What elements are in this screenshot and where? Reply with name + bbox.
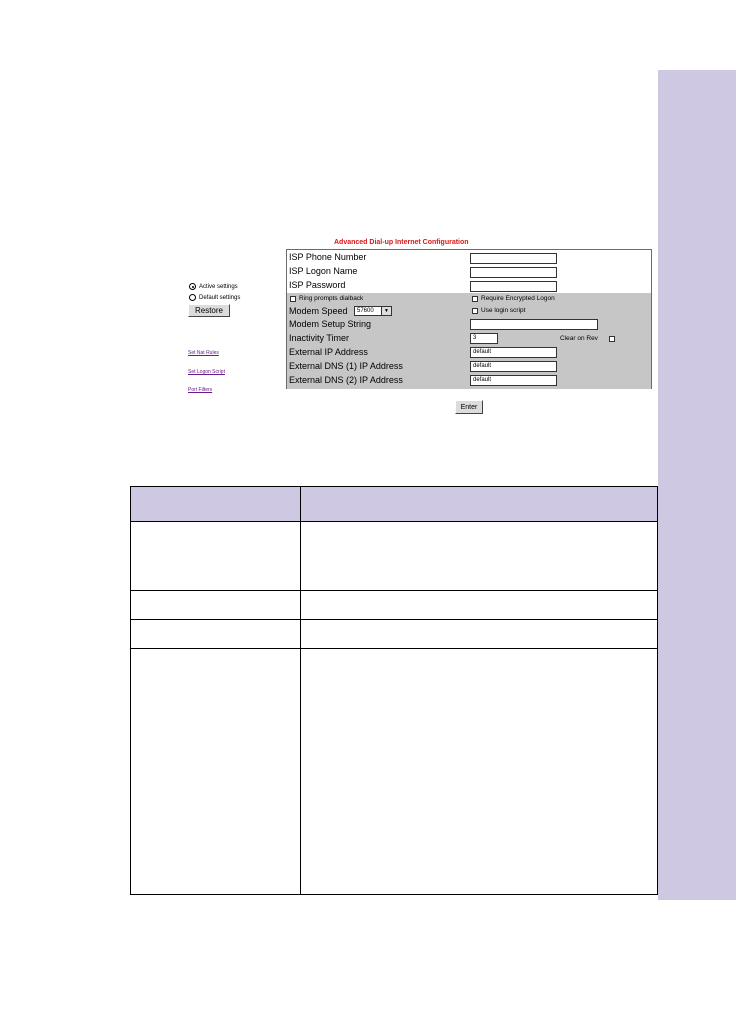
use-login-script-label: Use login script — [481, 307, 526, 314]
config-title: Advanced Dial-up Internet Configuration — [334, 239, 469, 246]
enter-button[interactable]: Enter — [455, 400, 483, 414]
isp-phone-label: ISP Phone Number — [289, 252, 367, 262]
description-table — [130, 486, 658, 895]
table-header-row — [131, 487, 658, 522]
config-panel — [286, 249, 652, 389]
table-header-cell — [301, 487, 658, 522]
radio-label: Default settings — [199, 294, 241, 301]
table-row — [131, 522, 658, 591]
clear-on-rev-label: Clear on Rev — [560, 335, 598, 342]
table-cell — [301, 522, 658, 591]
dns1-input[interactable]: default — [470, 361, 557, 372]
external-ip-input[interactable]: default — [470, 347, 557, 358]
table-cell — [131, 591, 301, 620]
link-set-nat-rules[interactable]: Set Nat Rules — [188, 350, 219, 356]
table-cell — [131, 620, 301, 649]
dropdown-arrow-icon: ▼ — [381, 307, 391, 315]
isp-password-input[interactable] — [470, 281, 557, 292]
link-set-logon-script[interactable]: Set Logon Script — [188, 369, 225, 375]
link-port-filters[interactable]: Port Filters — [188, 387, 213, 393]
require-encrypted-checkbox[interactable] — [472, 296, 478, 302]
radio-unchecked-icon — [189, 294, 196, 301]
inactivity-timer-input[interactable]: 3 — [470, 333, 498, 344]
isp-logon-input[interactable] — [470, 267, 557, 278]
isp-password-label: ISP Password — [289, 280, 346, 290]
radio-label: Active settings — [199, 283, 238, 290]
isp-logon-label: ISP Logon Name — [289, 266, 358, 276]
ring-prompts-label: Ring prompts dialback — [299, 295, 364, 302]
restore-button[interactable]: Restore — [188, 304, 230, 317]
modem-speed-select[interactable] — [354, 306, 392, 316]
isp-phone-input[interactable] — [470, 253, 557, 264]
use-login-script-checkbox[interactable] — [472, 308, 478, 314]
external-ip-label: External IP Address — [289, 347, 368, 357]
dns2-label: External DNS (2) IP Address — [289, 375, 403, 385]
table-cell — [301, 591, 658, 620]
modem-setup-input[interactable] — [470, 319, 598, 330]
table-cell — [131, 522, 301, 591]
require-encrypted-label: Require Encrypted Logon — [481, 295, 555, 302]
radio-default-settings[interactable] — [189, 294, 240, 301]
clear-on-rev-checkbox[interactable] — [609, 336, 615, 342]
modem-setup-label: Modem Setup String — [289, 319, 372, 329]
ring-prompts-checkbox[interactable] — [290, 296, 296, 302]
dns2-input[interactable]: default — [470, 375, 557, 386]
dns1-label: External DNS (1) IP Address — [289, 361, 403, 371]
table-row — [131, 649, 658, 895]
table-row — [131, 591, 658, 620]
table-cell — [301, 620, 658, 649]
modem-speed-value: 57600 — [357, 308, 374, 314]
inactivity-timer-label: Inactivity Timer — [289, 333, 350, 343]
page-sidebar-band — [658, 70, 736, 900]
table-header-cell — [131, 487, 301, 522]
table-cell — [131, 649, 301, 895]
radio-checked-icon — [189, 283, 196, 290]
table-row — [131, 620, 658, 649]
table-cell — [301, 649, 658, 895]
modem-speed-label: Modem Speed — [289, 306, 348, 316]
radio-active-settings[interactable] — [189, 283, 238, 290]
